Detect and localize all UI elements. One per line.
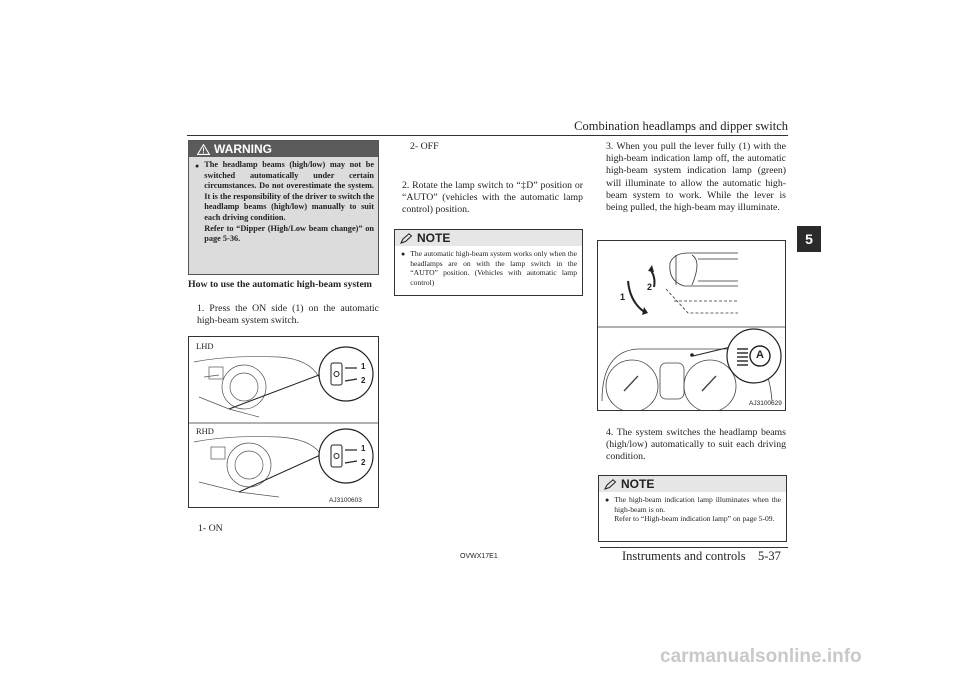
warning-ref: Refer to “Dipper (High/Low beam change)” on page 5-36.	[204, 223, 374, 244]
bullet-icon: ●	[401, 250, 406, 258]
note-label-2: NOTE	[621, 477, 655, 491]
step-3: 3. When you pull the lever fully (1) with the high-beam indication lamp off, the automatic high-beam system indication lamp (green) will illuminate to allow the automatic high-beam system to work. While the lever is being pulled, the high-beam may illuminate.	[606, 141, 786, 214]
header-rule	[187, 135, 788, 136]
chapter-tab: 5	[797, 226, 821, 252]
section-heading: How to use the automatic high-beam system	[188, 279, 372, 290]
lever-illustration	[598, 241, 785, 410]
lhd-label: LHD	[196, 341, 214, 351]
indicator-letter: A	[756, 349, 764, 361]
note-ref-2: Refer to “High-beam indication lamp” on page 5-09.	[614, 514, 775, 524]
bullet-icon: ●	[195, 162, 200, 170]
callout-1-rhd: 1	[361, 444, 366, 453]
note-box-1	[394, 229, 583, 296]
note-text-1: The automatic high-beam system works only when the headlamps are on with the lamp switch in the “AUTO” position. (Vehicles with automatic lamp control)	[410, 249, 577, 287]
callout-1-lhd: 1	[361, 362, 366, 371]
figure-switch	[188, 336, 379, 508]
step-1: 1. Press the ON side (1) on the automatic high-beam system switch.	[197, 303, 379, 327]
legend-off: 2- OFF	[410, 141, 439, 152]
step-2: 2. Rotate the lamp switch to “‡D” position or “AUTO” (vehicles with the automatic lamp control) position.	[402, 180, 583, 216]
auto-high-beam-indicator	[727, 329, 781, 383]
note-text-2: The high-beam indication lamp illuminates when the high-beam is on.	[614, 495, 781, 514]
switch-detail-lhd	[319, 347, 373, 401]
lever-callout-2: 2	[647, 282, 653, 292]
warning-header	[189, 141, 378, 157]
running-header: Combination headlamps and dipper switch	[574, 119, 788, 133]
page-number: 5-37	[758, 549, 781, 563]
legend-on: 1- ON	[198, 523, 223, 534]
footer-rule	[600, 547, 788, 548]
footer-section: Instruments and controls	[622, 549, 746, 563]
rhd-label: RHD	[196, 426, 214, 436]
note-header-2	[599, 476, 786, 492]
figure-code-2: AJ3100629	[749, 400, 782, 407]
figure-lever	[597, 240, 786, 411]
lever-callout-1: 1	[620, 292, 626, 302]
figure-code: AJ3100603	[329, 497, 362, 504]
step-4: 4. The system switches the headlamp beams (high/low) automatically to suit each driving condition.	[606, 427, 786, 463]
note-pen-icon	[400, 233, 413, 244]
watermark: carmanualsonline.info	[660, 646, 862, 667]
bullet-icon: ●	[605, 496, 610, 504]
note-box-2	[598, 475, 787, 542]
switch-illustration	[189, 337, 378, 507]
warning-text: The headlamp beams (high/low) may not be switched automatically under certain circumstances. Do not overestimate the system. It is the responsibility of the driver to switch the headlamp beams (high/low) manually to suit each driving condition.	[204, 160, 374, 222]
callout-2-rhd: 2	[361, 458, 366, 467]
document-code: OVWX17E1	[460, 553, 498, 560]
warning-triangle-icon	[197, 144, 210, 155]
note-pen-icon	[604, 479, 617, 490]
warning-label: WARNING	[214, 142, 272, 156]
switch-detail-rhd	[319, 429, 373, 483]
callout-2-lhd: 2	[361, 376, 366, 385]
note-header-1	[395, 230, 582, 246]
note-label-1: NOTE	[417, 231, 451, 245]
warning-box	[188, 140, 379, 275]
